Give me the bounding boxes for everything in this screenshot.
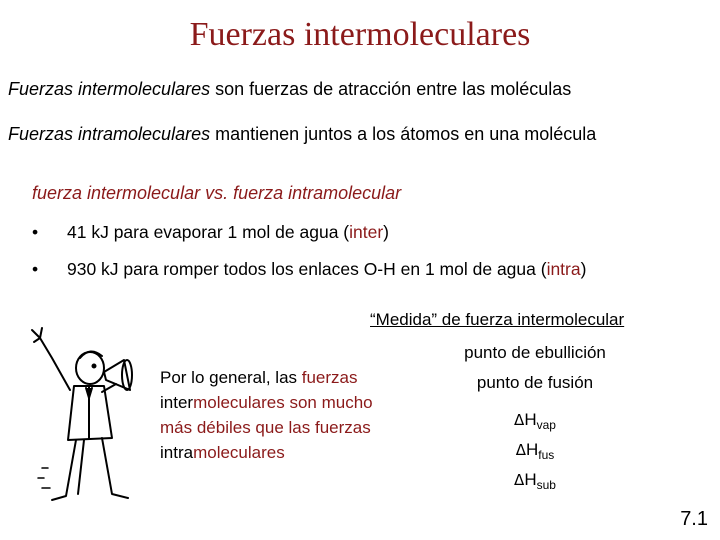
conclusion-part: intra (160, 443, 194, 462)
measure-enthalpy-sub (430, 470, 640, 492)
definition-text: mantienen juntos a los átomos en una molécula (210, 124, 597, 144)
measure-boiling-point: punto de ebullición (464, 343, 606, 362)
definition-text: son fuerzas de atracción entre las moléculas (210, 79, 572, 99)
bullet-icon: • (32, 222, 39, 242)
definition-term: Fuerzas intramoleculares (8, 124, 211, 144)
slide-number: 7.1 (680, 508, 708, 530)
delta-symbol: Δ (515, 441, 526, 459)
delta-symbol: Δ (514, 471, 525, 489)
item-text: 930 kJ para romper todos los enlaces O-H en 1 mol de agua ( (67, 259, 547, 279)
measure-heading: “Medida” de fuerza intermolecular (370, 310, 625, 329)
enthalpy-subscript: sub (536, 478, 556, 492)
measure-enthalpy-vap (430, 410, 640, 432)
conclusion-part: moleculares (193, 443, 285, 462)
enthalpy-subscript: vap (536, 418, 556, 432)
item-highlight: inter (349, 222, 384, 242)
enthalpy-symbol: H (524, 410, 537, 429)
slide-title: Fuerzas intermoleculares (189, 16, 531, 53)
item-highlight: intra (546, 259, 581, 279)
comparison-item (32, 259, 586, 280)
item-text: 41 kJ para evaporar 1 mol de agua ( (67, 222, 350, 242)
measure-enthalpy-fus (430, 440, 640, 462)
enthalpy-symbol: H (525, 440, 539, 459)
conclusion-part: fuerzas (301, 368, 358, 387)
conclusion-part: moleculares son mucho más débiles que las fuerzas (160, 393, 373, 437)
conclusion-part: inter (160, 393, 194, 412)
definition-intramolecular (8, 124, 596, 145)
conclusion-text (160, 365, 380, 465)
man-with-megaphone-icon (12, 318, 162, 508)
enthalpy-subscript: fus (538, 448, 555, 462)
conclusion-part: Por lo general, las (160, 368, 302, 387)
definition-intermolecular (8, 79, 571, 100)
measure-melting-point: punto de fusión (476, 373, 594, 392)
comparison-item (32, 222, 389, 243)
delta-symbol: Δ (514, 411, 525, 429)
bullet-icon: • (32, 259, 39, 279)
item-text-end: ) (580, 259, 587, 279)
definition-term: Fuerzas intermoleculares (8, 79, 211, 99)
item-text-end: ) (383, 222, 389, 242)
enthalpy-symbol: H (524, 470, 537, 489)
comparison-heading: fuerza intermolecular vs. fuerza intramolecular (32, 183, 402, 203)
